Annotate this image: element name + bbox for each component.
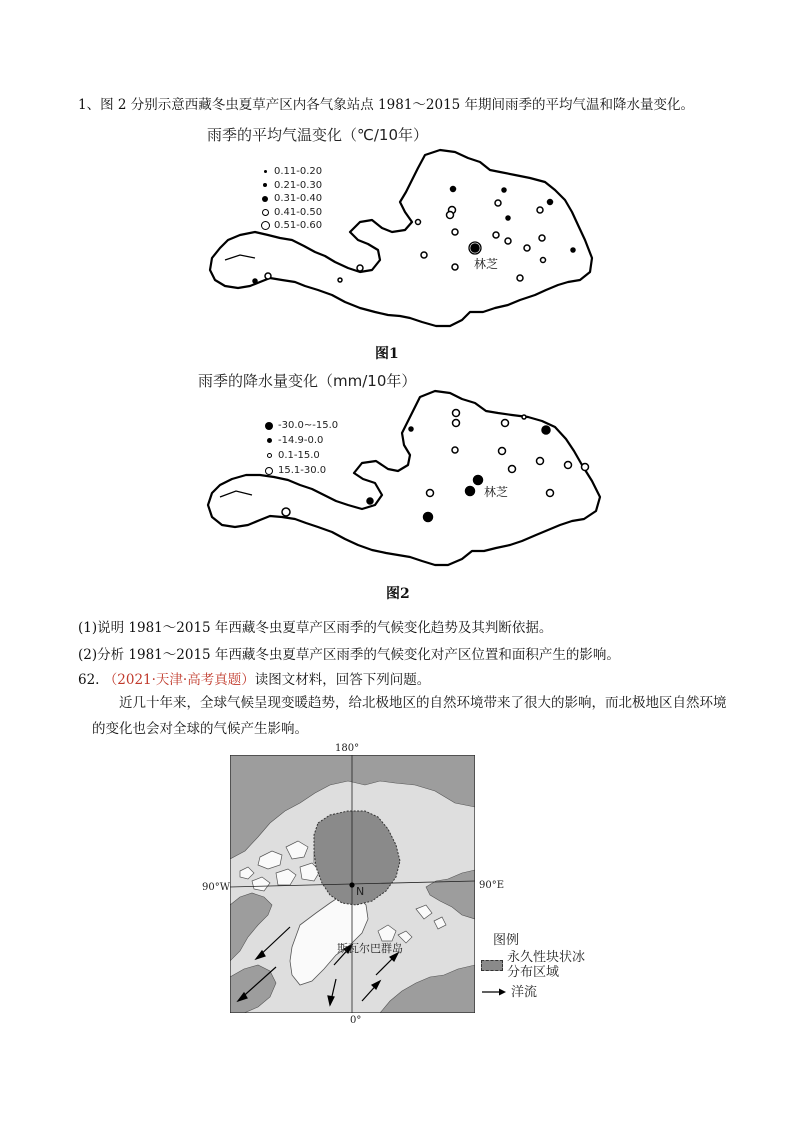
legend-item: 0.31-0.40 [260, 192, 322, 206]
figure1-city-label: 林芝 [474, 257, 499, 271]
legend-item: 0.41-0.50 [260, 206, 322, 220]
question-source: （2021·天津·高考真题） [103, 672, 255, 688]
question-1-sub1: (1)说明 1981～2015 年西藏冬虫夏草产区雨季的气候变化趋势及其判断依据。 [78, 620, 553, 636]
north-pole-marker [349, 882, 354, 887]
arctic-label-90w: 90°W [202, 882, 231, 893]
station-marker [367, 498, 373, 504]
station-marker [451, 187, 456, 192]
station-marker [505, 238, 511, 244]
arctic-label-0: 0° [350, 1015, 362, 1026]
legend-item-ice: 永久性块状冰 分布区域 [481, 949, 585, 981]
station-marker [565, 462, 572, 469]
figure2-title: 雨季的降水量变化（mm/10年） [198, 372, 417, 390]
station-marker [466, 487, 475, 496]
station-marker [282, 508, 290, 516]
station-marker [265, 273, 271, 279]
arctic-pole-label: N [356, 885, 365, 898]
station-marker [542, 426, 550, 434]
station-marker [471, 244, 479, 252]
question-1-intro: 1、图 2 分别示意西藏冬虫夏草产区内各气象站点 1981～2015 年期间雨季的平均气温和降水量变化。 [78, 97, 695, 113]
legend-item: 0.1-15.0 [264, 448, 338, 463]
station-marker [453, 410, 460, 417]
station-marker [537, 458, 544, 465]
legend-item-current: 洋流 [481, 981, 585, 1003]
svalbard-label: 斯瓦尔巴群岛 [337, 942, 403, 955]
figure1-title: 雨季的平均气温变化（℃/10年） [207, 126, 428, 144]
figure1-caption: 图1 [375, 346, 399, 362]
question-instruction: 读图文材料，回答下列问题。 [254, 672, 431, 688]
station-marker [506, 216, 510, 220]
legend-item: 15.1-30.0 [264, 463, 338, 478]
station-marker [421, 252, 427, 258]
legend-item: -30.0~-15.0 [264, 418, 338, 433]
station-marker [409, 427, 413, 431]
legend-title: 图例 [493, 933, 520, 948]
station-marker [416, 220, 421, 225]
station-marker [474, 476, 483, 485]
station-marker [424, 513, 433, 522]
station-marker [537, 207, 543, 213]
station-marker [502, 188, 506, 192]
station-marker [493, 232, 499, 238]
station-marker [447, 212, 454, 219]
figure2-caption: 图2 [386, 586, 410, 602]
station-marker [539, 235, 545, 241]
figure1-legend [260, 165, 322, 233]
question-1-sub2: (2)分析 1981～2015 年西藏冬虫夏草产区雨季的气候变化对产区位置和面积产生的影响。 [78, 647, 620, 663]
figure2-map [200, 385, 610, 575]
legend-item: 0.11-0.20 [260, 165, 322, 179]
station-marker [427, 490, 434, 497]
station-marker [541, 258, 546, 263]
station-marker [453, 420, 460, 427]
question-number: 62. [78, 672, 100, 688]
question-62-header [78, 668, 430, 688]
station-marker [522, 415, 526, 419]
arrow-icon [481, 987, 507, 997]
station-marker [357, 265, 363, 271]
station-marker [338, 278, 342, 282]
figure2-city-label: 林芝 [484, 485, 509, 499]
station-marker [452, 264, 458, 270]
station-marker [524, 245, 530, 251]
legend-item: -14.9-0.0 [264, 433, 338, 448]
station-marker [571, 248, 575, 252]
ice-swatch [481, 960, 503, 971]
figure2-legend [264, 418, 338, 478]
arctic-legend [481, 933, 585, 1003]
station-marker [499, 448, 506, 455]
legend-item: 0.51-0.60 [260, 219, 322, 233]
station-marker [253, 279, 257, 283]
arctic-label-180: 180° [335, 743, 360, 754]
station-marker [452, 447, 458, 453]
station-marker [582, 464, 589, 471]
station-marker [502, 420, 509, 427]
station-marker [547, 490, 554, 497]
arctic-map [230, 755, 475, 1013]
station-marker [509, 466, 516, 473]
station-marker [517, 275, 523, 281]
arctic-label-90e: 90°E [479, 880, 505, 891]
question-62-paragraph: 近几十年来，全球气候呈现变暖趋势，给北极地区的自然环境带来了很大的影响，而北极地区自然环境的变化也会对全球的气候产生影响。 [92, 695, 727, 737]
station-marker [495, 200, 501, 206]
station-marker [548, 200, 553, 205]
station-marker [452, 229, 458, 235]
legend-item: 0.21-0.30 [260, 179, 322, 193]
